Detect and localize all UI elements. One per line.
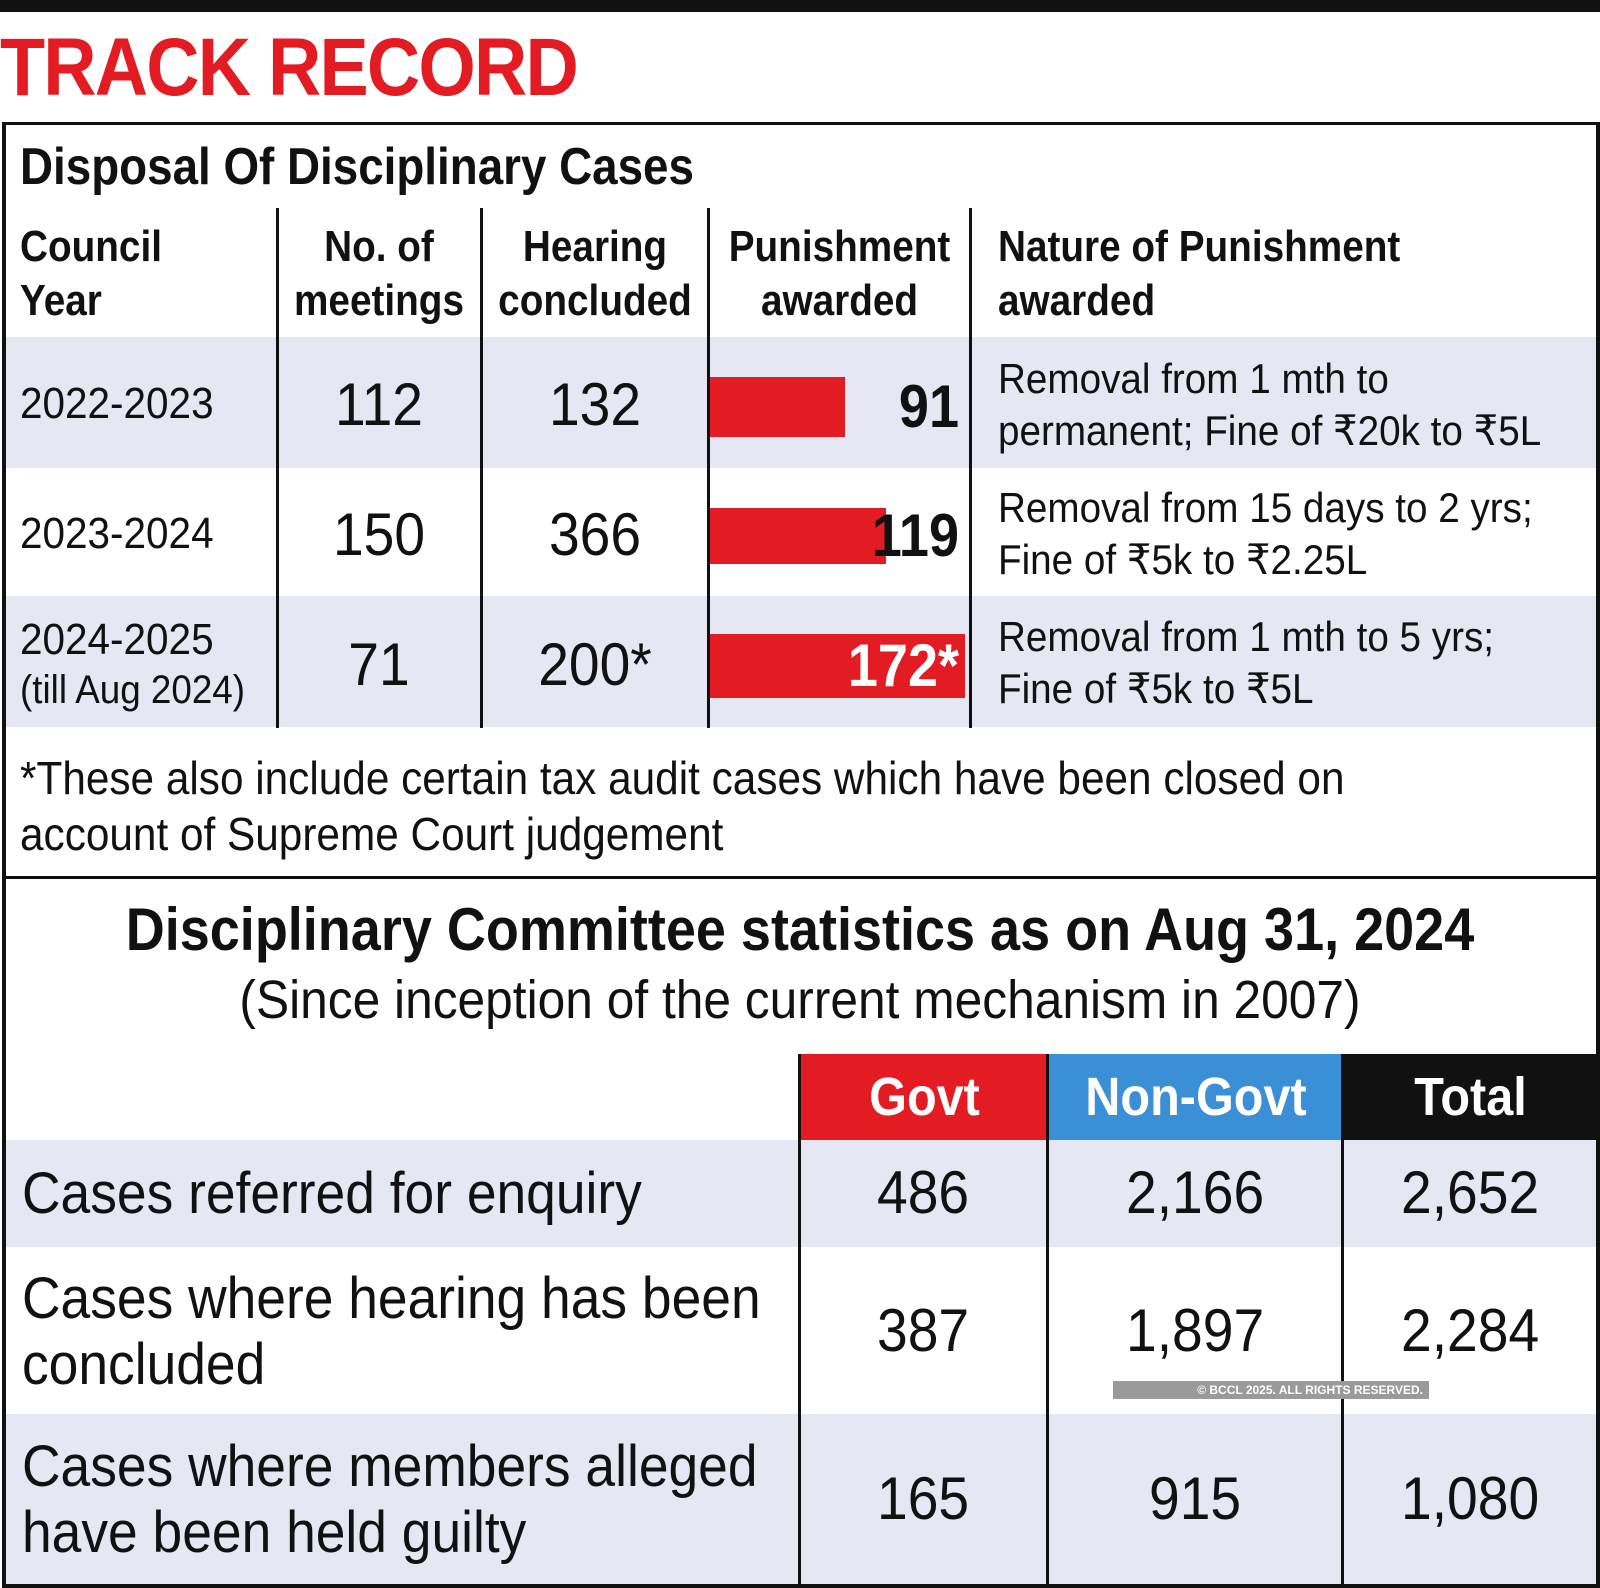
header-nature: Nature of Punishment awarded	[998, 222, 1401, 325]
nature-cell: Removal from 1 mth to permanent; Fine of ₹20k to ₹5L	[998, 355, 1542, 454]
govt-cell: 165	[877, 1465, 970, 1532]
hearing-cell: 200*	[538, 631, 652, 698]
column-divider	[969, 208, 972, 728]
punishment-value-label: 119	[871, 502, 959, 569]
meetings-cell: 150	[332, 501, 426, 568]
section1-title: Disposal Of Disciplinary Cases	[20, 138, 694, 196]
hearing-cell: 132	[548, 371, 642, 438]
punishment-value-label: 91	[898, 373, 959, 440]
header-hearing: Hearing concluded	[498, 222, 692, 325]
punishment-value-label: 172*	[847, 632, 959, 699]
section2-subtitle: (Since inception of the current mechanism in 2007)	[239, 970, 1361, 1030]
column-divider	[276, 208, 279, 728]
headline: TRACK RECORD	[0, 22, 577, 113]
row-label: Cases referred for enquiry	[22, 1161, 642, 1226]
year-cell: 2023-2024	[20, 509, 214, 558]
footnote: *These also include certain tax audit cases which have been closed on account of Supreme Court judgement	[20, 752, 1345, 860]
row-label: Cases where members alleged have been held guilty	[22, 1434, 758, 1565]
nongovt-cell: 2,166	[1125, 1159, 1265, 1226]
row-label: Cases where hearing has been concluded	[22, 1266, 761, 1397]
section2-title: Disciplinary Committee statistics as on Aug 31, 2024	[125, 896, 1475, 963]
govt-cell: 387	[877, 1297, 970, 1364]
govt-cell: 486	[877, 1159, 970, 1226]
nongovt-cell: 1,897	[1125, 1297, 1265, 1364]
total-cell: 1,080	[1401, 1465, 1540, 1532]
year-cell: 2022-2023	[20, 379, 214, 428]
top-rule	[0, 0, 1600, 12]
nature-cell: Removal from 15 days to 2 yrs; Fine of ₹5k to ₹2.25L	[998, 484, 1533, 583]
year-cell: 2024-2025 (till Aug 2024)	[20, 615, 246, 712]
year-note: (till Aug 2024)	[20, 668, 246, 712]
total-cell: 2,652	[1401, 1159, 1540, 1226]
nongovt-cell: 915	[1148, 1465, 1242, 1532]
column-header-nongovt: Non-Govt	[1048, 1054, 1343, 1140]
column-divider	[480, 208, 483, 728]
meetings-cell: 112	[334, 371, 424, 438]
nature-cell: Removal from 1 mth to 5 yrs; Fine of ₹5k to ₹5L	[998, 613, 1495, 712]
header-punishment: Punishment awarded	[728, 222, 951, 325]
total-cell: 2,284	[1401, 1297, 1540, 1364]
column-header-govt: Govt	[801, 1054, 1048, 1140]
meetings-cell: 71	[348, 631, 410, 698]
column-header-total: Total	[1343, 1054, 1597, 1140]
section-divider	[2, 876, 1600, 879]
hearing-cell: 366	[548, 501, 642, 568]
header-meetings: No. of meetings	[293, 222, 464, 325]
header-council-year: Council Year	[20, 222, 162, 325]
copyright-watermark: © BCCL 2025. ALL RIGHTS RESERVED.	[1113, 1381, 1429, 1399]
